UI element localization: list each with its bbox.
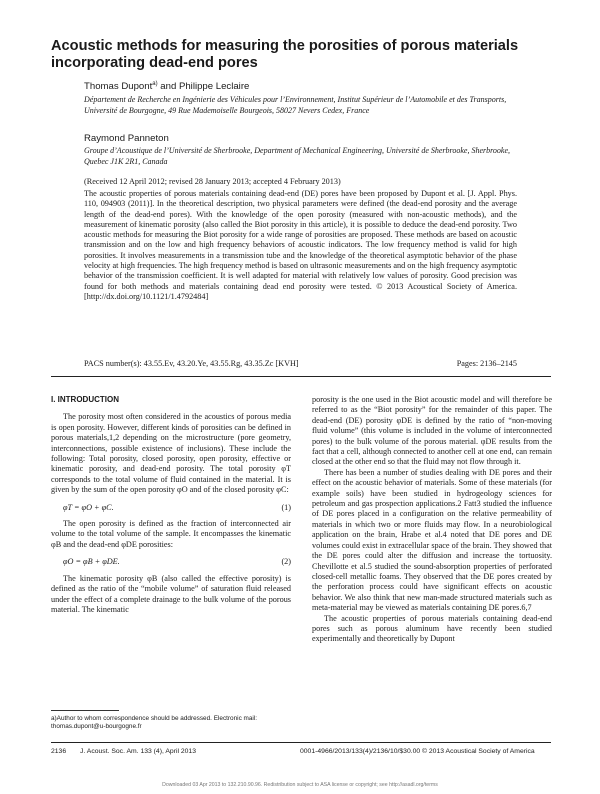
intro-paragraph-5: There has been a number of studies dealing with DE pores and their effect on the acoustic behavior of materials. Some of these materials (for example soils) have been studied in hydrogeology sciences for petroleum and gas prospection applications.2 Fatt3 studied the influence of DE pores placed in a configuration on the relative permeability of materials in which two or more fluids may flow. In a neurobiological application on the brain, Hrabe et al.4 noted that DE pores and DE volumes could exist in extracellular space of the brain. They showed that the DE pores could alter the diffusion and increase the tortuosity. Chevillotte et al.5 studied the sound-absorption properties of perforated closed-cell metallic foams. They observed that the DE pores created by the perforation process could have significant effects on acoustic behavior. We also think that new man-made structured materials such as meta-material may be viewed as materials containing DE pores.6,7 xyxy=(312,467,552,613)
left-column xyxy=(51,395,291,615)
pacs-numbers: PACS number(s): 43.55.Ev, 43.20.Ye, 43.55.Rg, 43.35.Zc [KVH] xyxy=(84,359,299,368)
section-heading: I. INTRODUCTION xyxy=(51,395,119,404)
right-column xyxy=(312,395,552,645)
received-dates: (Received 12 April 2012; revised 28 January 2013; accepted 4 February 2013) xyxy=(84,177,341,186)
pacs-line xyxy=(84,359,517,368)
equation-1-number: (1) xyxy=(281,502,291,512)
page-range: Pages: 2136–2145 xyxy=(456,359,517,368)
intro-paragraph-6: The acoustic properties of porous materials containing dead-end pores such as porous aluminum have recently been studied experimentally and theoretically by Dupont xyxy=(312,613,552,644)
footer-journal: J. Acoust. Soc. Am. 133 (4), April 2013 xyxy=(80,748,196,755)
author-names: Thomas Dupont xyxy=(84,81,153,93)
author-footnote-mark[interactable]: a) xyxy=(152,81,158,87)
download-notice: Downloaded 03 Apr 2013 to 132.210.90.96. Redistribution subject to ASA license or copyright; see http://asadl.org/terms xyxy=(162,782,438,788)
equation-2 xyxy=(51,557,291,567)
footer-code: 0001-4966/2013/133(4)/2136/10/$30.00 xyxy=(300,748,421,755)
footer-page-number: 2136 xyxy=(51,748,67,755)
intro-paragraph-1: The porosity most often considered in the acoustics of porous media is open porosity. However, different kinds of porosities can be defined in porous materials,1,2 depending on the microstructure (pore geometry, interconnections, possible existence of inclusions). These include the following: Total porosity, closed porosity, open porosity, effective or kinematic porosity, and dead-end porosity. The total porosity φT corresponds to the total volume of fluid contained in the material. It is given by the sum of the open porosity φO and of the closed porosity φC: xyxy=(51,412,291,495)
equation-1-body: φT = φO + φC. xyxy=(63,502,114,512)
author-names-rest: and Philippe Leclaire xyxy=(157,81,250,93)
intro-paragraph-4: porosity is the one used in the Biot acoustic model and will therefore be referred to as the “Biot porosity” for the remainder of this paper. The dead-end (DE) porosity φDE is defined by the ratio of “non-moving fluid volume” (this volume is included in the volume of interconnected pores) to the bulk volume of the porous material. φDE results from the fact that a cell, although connected to another cell at one end, can remain closed at the other end so that the fluid may not flow through it. xyxy=(312,395,552,467)
equation-1 xyxy=(51,503,291,513)
footer-divider xyxy=(51,742,551,743)
intro-paragraph-2: The open porosity is defined as the fraction of interconnected air volume to the total volume of the sample. It encompasses the kinematic φB and the dead-end φDE porosities: xyxy=(51,519,291,549)
intro-paragraph-3: The kinematic porosity φB (also called the effective porosity) is defined as the ratio of the “mobile volume” of saturation fluid released under the effect of a complete drainage to the bulk volume of the porous material. The kinematic xyxy=(51,573,291,614)
equation-2-body: φO = φB + φDE. xyxy=(63,557,120,567)
equation-2-number: (2) xyxy=(281,557,291,567)
affiliation-1: Département de Recherche en Ingénierie des Véhicules pour l’Environnement, Institut Supérieur de l’Automobile et des Transports, Université de Bourgogne, 49 Rue Mademoiselle Bourgeois, 58027 Nevers Cedex, France xyxy=(84,95,507,115)
section-divider xyxy=(51,376,551,377)
footnote: a)Author to whom correspondence should be addressed. Electronic mail: thomas.dupont@u-bourgogne.fr xyxy=(51,715,258,731)
author-line-1 xyxy=(84,81,249,92)
author-line-2: Raymond Panneton xyxy=(84,133,169,144)
affiliation-2: Groupe d’Acoustique de l’Université de Sherbrooke, Department of Mechanical Engineering, Université de Sherbrooke, Sherbrooke, Quebec J1K 2R1, Canada xyxy=(84,146,511,166)
footnote-divider xyxy=(51,710,119,711)
paper-title: Acoustic methods for measuring the porosities of porous materials incorporating dead-end pores xyxy=(51,38,519,71)
abstract: The acoustic properties of porous materials containing dead-end (DE) pores have been proposed by Dupont et al. [J. Appl. Phys. 110, 094903 (2011)]. In the theoretical description, two physical parameters were defined (the dead-end porosity and the average length of the dead-end pores). With the knowledge of the open porosity (measured with non-acoustic methods), and the measurement of kinematic porosity (also called the Biot porosity in this article), it is possible to deduce the dead-end porosity. Two acoustic methods for measuring the Biot porosity for a wide range of porosities are proposed. These methods are based on acoustic transmission and on the low and high frequency behaviors of acoustic indicators. The low frequency method is valid for high porosities. It involves measurements in a transmission tube and the knowledge of the theoretical asymptotic behavior of the phase velocity at high frequencies. The high frequency method is based on ultrasonic measurements and on the high frequency asymptotic behavior of the transmission coefficient. It is well adapted for material with relatively low values of porosity. Good precision was found for both methods and materials containing dead end porosity were tested. © 2013 Acoustical Society of America. [http://dx.doi.org/10.1121/1.4792484] xyxy=(84,189,517,301)
footer-copyright: © 2013 Acoustical Society of America xyxy=(422,748,535,755)
